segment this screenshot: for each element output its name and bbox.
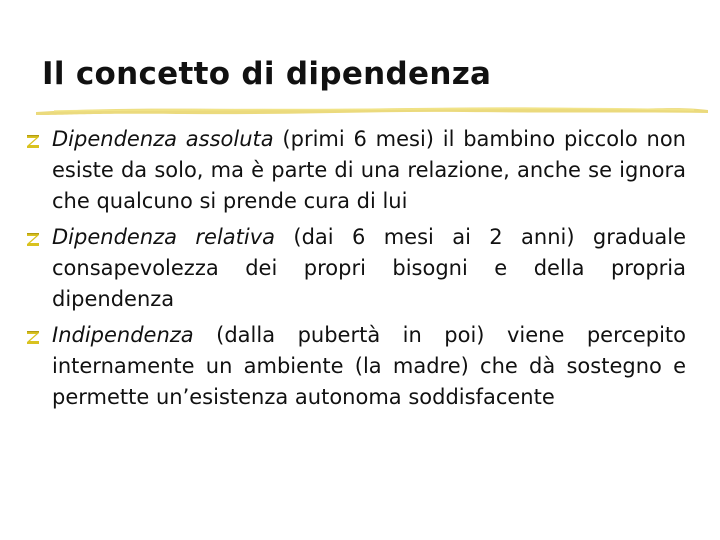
- bullet-term: Dipendenza assoluta: [52, 127, 274, 151]
- bullet-text: (dai 6 mesi ai 2 anni) graduale consapevolezza dei propri bisogni e della propria dipendenza: [52, 225, 687, 311]
- bullet-dipendenza-assoluta: [24, 124, 686, 217]
- slide-title: Il concetto di dipendenza: [42, 56, 492, 92]
- bullet-dipendenza-relativa: [24, 222, 686, 315]
- z-bullet-icon: [24, 328, 42, 346]
- bullet-list: [24, 124, 686, 418]
- z-bullet-icon: [24, 132, 42, 150]
- bullet-term: Dipendenza relativa: [52, 225, 276, 249]
- bullet-indipendenza: [24, 320, 686, 413]
- bullet-text: (dalla pubertà in poi) viene percepito internamente un ambiente (la madre) che dà sostegno e permette un’esistenza autonoma soddisfacente: [52, 323, 686, 409]
- title-underline-brush-stroke: [34, 103, 710, 117]
- bullet-term: Indipendenza: [52, 323, 194, 347]
- z-bullet-icon: [24, 230, 42, 248]
- bullet-text: (primi 6 mesi) il bambino piccolo non esiste da solo, ma è parte di una relazione, anche se ignora che qualcuno si prende cura di lui: [52, 127, 686, 213]
